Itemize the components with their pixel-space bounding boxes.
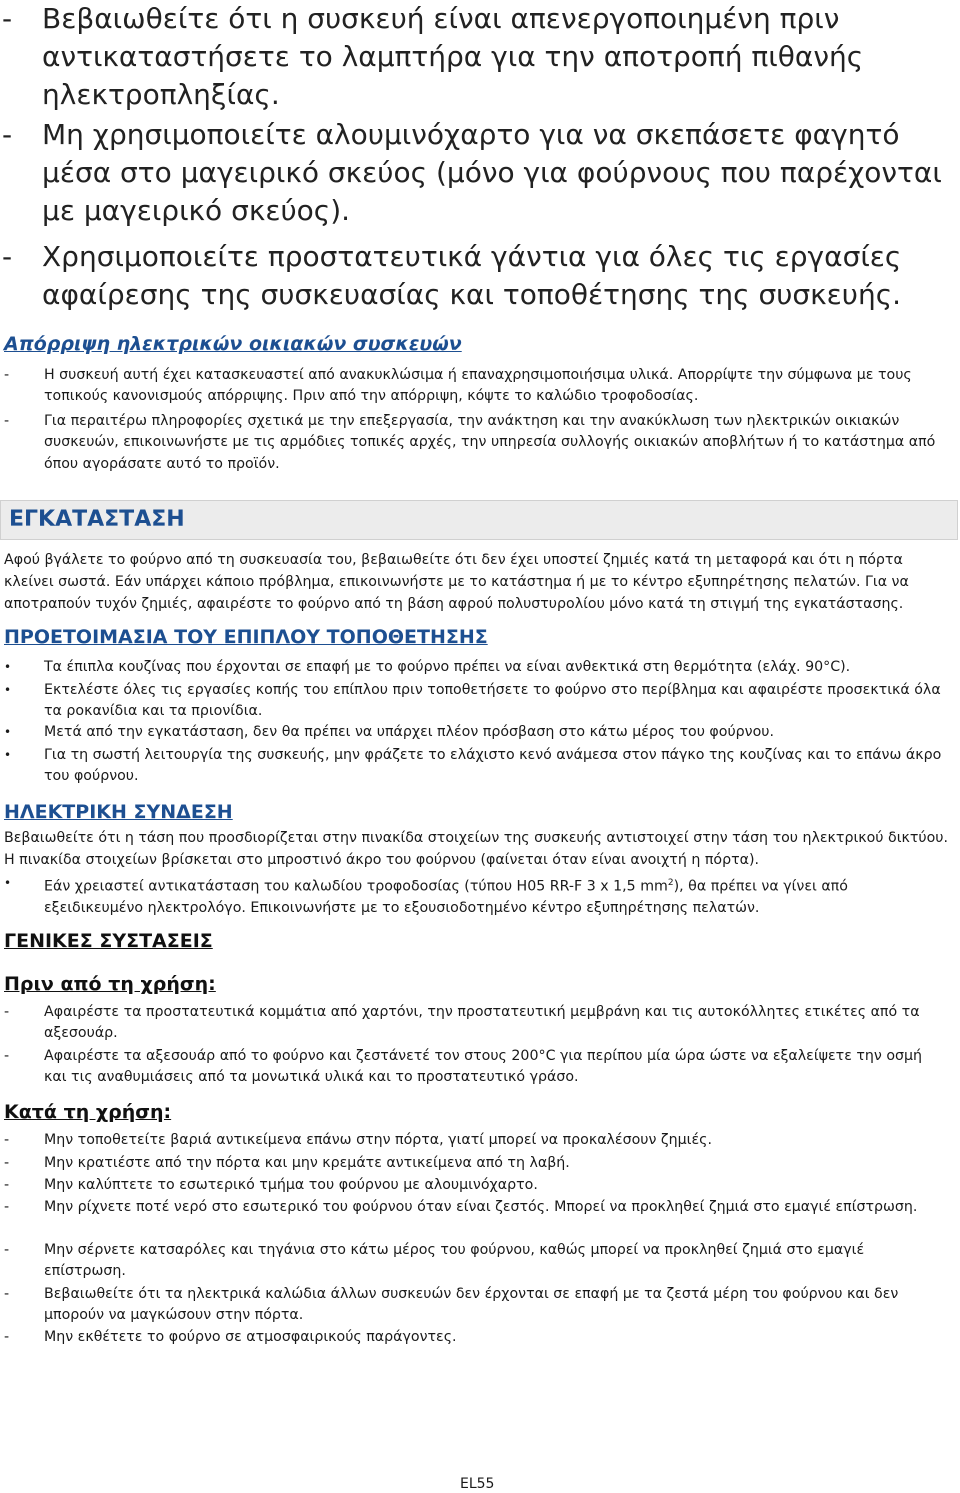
list-marker: - <box>4 1242 10 1258</box>
list-item-text: Μην εκθέτετε το φούρνο σε ατμοσφαιρικούς παράγοντες. <box>44 1329 457 1345</box>
list-marker: - <box>2 118 13 151</box>
list-item-text: Μην ρίχνετε ποτέ νερό στο εσωτερικό του φούρνου όταν είναι ζεστός. Μπορεί να προκληθεί ζημιά στο εμαγιέ επίστρωση. <box>44 1199 918 1215</box>
list-marker: - <box>4 413 10 429</box>
list-item-text: Μην σέρνετε κατσαρόλες και τηγάνια στο κάτω μέρος του φούρνου, καθώς μπορεί να προκληθεί ζημιά στο εμαγιέ επίστρωση. <box>44 1242 865 1280</box>
bullet-icon: • <box>4 876 12 890</box>
list-item <box>4 1284 954 1327</box>
list-marker: - <box>4 1155 10 1171</box>
list-item-text: Για τη σωστή λειτουργία της συσκευής, μην φράζετε το ελάχιστο κενό ανάμεσα στον πάγκο της κουζίνας και το επάνω άκρο του φούρνου. <box>44 747 942 785</box>
intro-item <box>2 238 960 314</box>
list-marker: - <box>4 1286 10 1302</box>
list-item <box>4 1002 954 1045</box>
intro-item-text: Μη χρησιμοποιείτε αλουμινόχαρτο για να σκεπάσετε φαγητό μέσα στο μαγειρικό σκεύος (μόνο για φούρνους που παρέχονται με μαγειρικό σκεύος). <box>42 118 942 227</box>
list-item <box>4 722 954 744</box>
list-item-text: Μην κρατιέστε από την πόρτα και μην κρεμάτε αντικείμενα από τη λαβή. <box>44 1155 570 1171</box>
list-item <box>4 1130 954 1152</box>
intro-item <box>2 0 960 114</box>
list-item-text: Η συσκευή αυτή έχει κατασκευαστεί από ανακυκλώσιμα ή επαναχρησιμοποιήσιμα υλικά. Απορρίψτε την σύμφωνα με τους τοπικούς κανονισμούς απόρριψης. Πριν από την απόρριψη, κόψτε το καλώδιο τροφοδοσίας. <box>44 367 912 405</box>
list-item <box>4 1240 954 1283</box>
installation-banner <box>0 500 958 540</box>
before-use-heading: Πριν από τη χρήση: <box>4 973 216 995</box>
cable-text-start: Εάν χρειαστεί αντικατάσταση του καλωδίου τροφοδοσίας (τύπου H05 RR-F 3 x 1,5 mm <box>44 878 668 895</box>
intro-item-text: Χρησιμοποιείτε προστατευτικά γάντια για όλες τις εργασίες αφαίρεσης της συσκευασίας και τοποθέτησης της συσκευής. <box>42 240 902 311</box>
list-item-text: Εκτελέστε όλες τις εργασίες κοπής του επίπλου πριν τοποθετήσετε το φούρνο στο περίβλημα και αφαιρέστε προσεκτικά όλα τα ροκανίδια και τα πριονίδια. <box>44 682 941 720</box>
superscript: 2 <box>667 878 674 888</box>
list-marker: - <box>4 1329 10 1345</box>
list-item-text: Αφαιρέστε τα αξεσουάρ από το φούρνο και ζεστάνετέ τον στους 200°C για περίπου μία ώρα ώστε να εξαλείψετε την οσμή και τις αναθυμιάσεις από τα μονωτικά υλικά και το προστατευτικό γράσο. <box>44 1048 923 1086</box>
list-item-text: Αφαιρέστε τα προστατευτικά κομμάτια από χαρτόνι, την προστατευτική μεμβράνη και τις αυτοκόλλητες ετικέτες από τα αξεσουάρ. <box>44 1004 920 1042</box>
electrical-text: Βεβαιωθείτε ότι η τάση που προσδιορίζεται στην πινακίδα στοιχείων της συσκευής αντιστοιχεί στην τάση του ηλεκτρικού δικτύου. Η πινακίδα στοιχείων βρίσκεται στο μπροστινό άκρο του φούρνου (φαίνεται όταν είναι ανοιχτή η πόρτα). <box>4 830 949 868</box>
list-marker: - <box>2 240 13 273</box>
bullet-icon: • <box>4 748 12 762</box>
cabinet-heading: ΠΡΟΕΤΟΙΜΑΣΙΑ ΤΟΥ ΕΠΙΠΛΟΥ ΤΟΠΟΘΕΤΗΣΗΣ <box>4 626 488 648</box>
installation-text: Αφού βγάλετε το φούρνο από τη συσκευασία του, βεβαιωθείτε ότι δεν έχει υποστεί ζημιές κατά τη μεταφορά και ότι η πόρτα κλείνει σωστά. Εάν υπάρχει κάποιο πρόβλημα, επικοινωνήστε με το κατάστημα ή με το κέντρο εξυπηρέτησης πελατών. Για να αποτραπούν τυχόν ζημιές, αφαιρέστε το φούρνο από τη βάση αφρού πολυστυρολίου μόνο κατά τη στιγμή της εγκατάστασης. <box>4 552 909 612</box>
disposal-heading: Απόρριψη ηλεκτρικών οικιακών συσκευών <box>4 333 462 355</box>
list-item-text: Μην τοποθετείτε βαριά αντικείμενα επάνω στην πόρτα, γιατί μπορεί να προκαλέσουν ζημιές. <box>44 1132 712 1148</box>
list-item-text <box>44 873 949 920</box>
list-item <box>4 680 954 723</box>
list-item <box>4 1175 954 1197</box>
bullet-icon: • <box>4 660 12 674</box>
list-item-text: Βεβαιωθείτε ότι τα ηλεκτρικά καλώδια άλλων συσκευών δεν έρχονται σε επαφή με τα ζεστά μέρη του φούρνου και δεν μπορούν να μαγκώσουν στην πόρτα. <box>44 1286 899 1324</box>
page-number: EL55 <box>460 1476 495 1492</box>
list-marker: - <box>4 1048 10 1064</box>
bullet-icon: • <box>4 683 12 697</box>
list-item <box>4 657 954 679</box>
list-item-text: Τα έπιπλα κουζίνας που έρχονται σε επαφή με το φούρνο πρέπει να είναι ανθεκτικά στη θερμότητα (ελάχ. 90°C). <box>44 659 851 675</box>
list-marker: - <box>2 2 13 35</box>
list-marker: - <box>4 1177 10 1193</box>
list-item <box>4 1327 954 1349</box>
cable-text-end: ), θα πρέπει να γίνει από εξειδικευμένο ηλεκτρολόγο. Επικοινωνήστε με το εξουσιοδοτημένο κέντρο εξυπηρέτησης πελατών. <box>44 878 848 917</box>
list-item <box>4 365 954 408</box>
list-item <box>4 1153 954 1175</box>
list-item-text: Για περαιτέρω πληροφορίες σχετικά με την επεξεργασία, την ανάκτηση και την ανακύκλωση των ηλεκτρικών οικιακών συσκευών, επικοινωνήστε με τις αρμόδιες τοπικές αρχές, την υπηρεσία συλλογής οικιακών αποβλήτων ή το κατάστημα από όπου αγοράσατε αυτό το προϊόν. <box>44 413 936 472</box>
list-marker: - <box>4 1132 10 1148</box>
intro-item-text: Βεβαιωθείτε ότι η συσκευή είναι απενεργοποιημένη πριν αντικαταστήσετε το λαμπτήρα για την αποτροπή πιθανής ηλεκτροπληξίας. <box>42 2 864 111</box>
list-item <box>4 1046 954 1089</box>
installation-heading: ΕΓΚΑΤΑΣΤΑΣΗ <box>9 507 185 532</box>
bullet-icon: • <box>4 725 12 739</box>
list-marker: - <box>4 367 10 383</box>
general-heading: ΓΕΝΙΚΕΣ ΣΥΣΤΑΣΕΙΣ <box>4 930 213 952</box>
list-marker: - <box>4 1004 10 1020</box>
during-use-heading: Κατά τη χρήση: <box>4 1101 172 1123</box>
list-item-text: Μην καλύπτετε το εσωτερικό τμήμα του φούρνου με αλουμινόχαρτο. <box>44 1177 538 1193</box>
list-marker: - <box>4 1199 10 1215</box>
list-item <box>4 745 954 788</box>
intro-item <box>2 116 960 230</box>
list-item <box>4 411 954 475</box>
electrical-heading: ΗΛΕΚΤΡΙΚΗ ΣΥΝΔΕΣΗ <box>4 801 233 823</box>
list-item-text: Μετά από την εγκατάσταση, δεν θα πρέπει να υπάρχει πλέον πρόσβαση στο κάτω μέρος του φούρνου. <box>44 724 775 740</box>
list-item <box>4 873 954 916</box>
list-item <box>4 1197 954 1240</box>
